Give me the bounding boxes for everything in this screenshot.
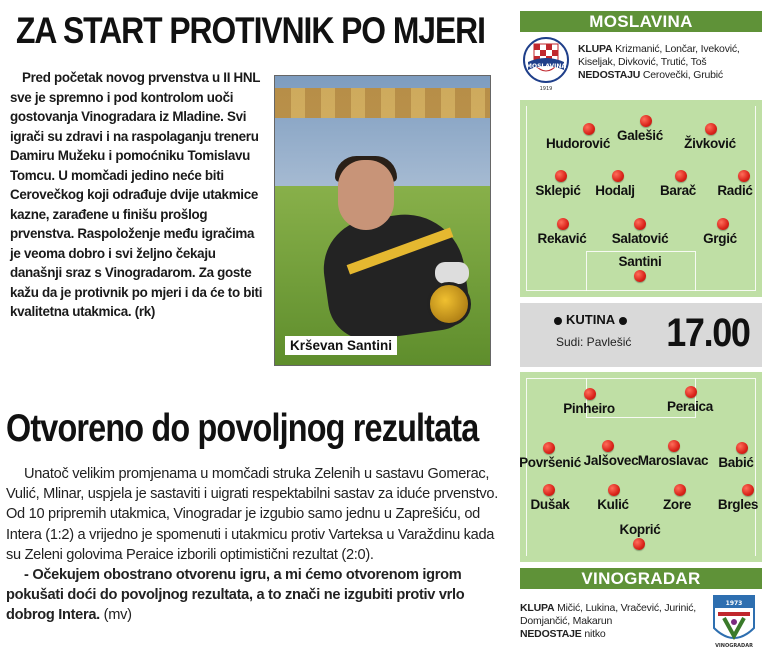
home-team-bar: MOSLAVINA (520, 11, 762, 32)
venue-name: KUTINA (566, 312, 616, 327)
away-squad-info (520, 602, 706, 641)
home-missing-label: NEDOSTAJU (578, 69, 641, 81)
moslavina-crest-icon (522, 34, 570, 92)
away-bench: Mičić, Lukina, Vračević, Jurinić, Domjančić, Makarun (520, 602, 696, 627)
match-venue (550, 312, 631, 327)
away-missing-label: NEDOSTAJE (520, 628, 582, 640)
away-lineup-pitch (520, 372, 762, 562)
home-player-8: Rekavić (517, 218, 607, 246)
home-bench-label: KLUPA (578, 43, 613, 55)
article2-author: (mv) (99, 607, 132, 624)
vinogradar-crest-year: 1973 (725, 600, 743, 607)
moslavina-crest-year: 1919 (539, 86, 553, 92)
match-time: 17.00 (666, 311, 750, 355)
home-player-2: Galešić (595, 115, 685, 143)
home-player-9: Salatović (595, 218, 685, 246)
home-player-5: Hodalj (570, 170, 660, 198)
away-player-5: Maroslavac (628, 440, 718, 468)
article2-paragraph-2 (6, 565, 504, 626)
article2-quote: - Očekujem obostrano otvorenu igru, a mi ćemo otvorenom igrom pokušati doći do povoljnog rezultata, a to znači ne izgubiti protiv vrlo dobrog Intera. (6, 567, 465, 624)
away-player-2: Peraica (645, 386, 735, 414)
vinogradar-crest-text: VINOGRADAR (715, 643, 753, 649)
vinogradar-crest-icon (710, 592, 758, 650)
away-player-10: Brgles (693, 484, 776, 512)
photo-caption: Krševan Santini (285, 336, 397, 355)
home-player-1: Hudorović (533, 123, 623, 151)
away-bench-label: KLUPA (520, 602, 555, 614)
home-player-10: Grgić (675, 218, 765, 246)
away-player-11: Koprić (595, 522, 685, 550)
away-player-4: Jalšovec (566, 440, 656, 468)
home-player-4: Sklepić (513, 170, 603, 198)
moslavina-crest-text: MOSLAVINA (526, 63, 566, 70)
home-player-6: Barač (633, 170, 723, 198)
match-info-box (520, 303, 762, 367)
away-player-7: Dušak (505, 484, 595, 512)
match-referee: Sudi: Pavlešić (556, 335, 632, 349)
home-missing: Cerovečki, Grubić (642, 69, 723, 81)
away-player-9: Zore (632, 484, 722, 512)
home-squad-info (578, 43, 763, 82)
article1-headline: ZA START PROTIVNIK PO MJERI (16, 10, 485, 51)
away-player-6: Babić (691, 442, 776, 470)
article2-paragraph-1: Unatoč velikim promjenama u momčadi struka Zelenih u sastavu Gomerac, Vulić, Mlinar, uspjela je sastaviti i uigrati respektabilni sastav za iduće prvenstvo. Od 10 pripremih utakmica, Vinogradar je izgubio samo jednu u Zaprešiću, od Intera (1:2) a vrijedno je spomenuti i utakmicu protiv Varteksa u Varaždinu kada su Zeleni golovima Peraice izborili optimistični rezultat (2:0). (6, 466, 498, 563)
away-missing: nitko (584, 628, 606, 640)
article1-body: Pred početak novog prvenstva u II HNL sve je spremno i pod kontrolom uoči gostovanja Vinogradara iz Mladine. Svi igrači su zdravi i na raspolaganju treneru Damiru Mužeku i pomoćniku Tomislavu Tomcu. U momčadi jedino neće biti Cerovečkog koji odrađuje dvije utakmice kazne, zarađene u finišu prošlog prvenstva. Raspoloženje među igračima je veoma dobro i svi željno čekaju današnji sraz s Vinogradarom. Za goste kažu da je protivnik po mjeri i da će to biti kvalitetna utakmica. (rk) (10, 70, 263, 319)
away-player-1: Pinheiro (544, 388, 634, 416)
home-bench: Krizmanić, Lončar, Iveković, Kiseljak, Divković, Trutić, Toš (578, 43, 740, 68)
home-player-3: Živković (665, 123, 755, 151)
away-team-bar: VINOGRADAR (520, 568, 762, 589)
away-player-3: Površenić (505, 442, 595, 470)
home-lineup-pitch (520, 100, 762, 297)
home-player-11: Santini (595, 254, 685, 282)
article2-headline: Otvoreno do povoljnog rezultata (6, 407, 479, 450)
article1-photo (274, 75, 491, 366)
away-player-8: Kulić (568, 484, 658, 512)
article2-body (6, 464, 504, 626)
home-player-7: Radić (690, 170, 776, 198)
